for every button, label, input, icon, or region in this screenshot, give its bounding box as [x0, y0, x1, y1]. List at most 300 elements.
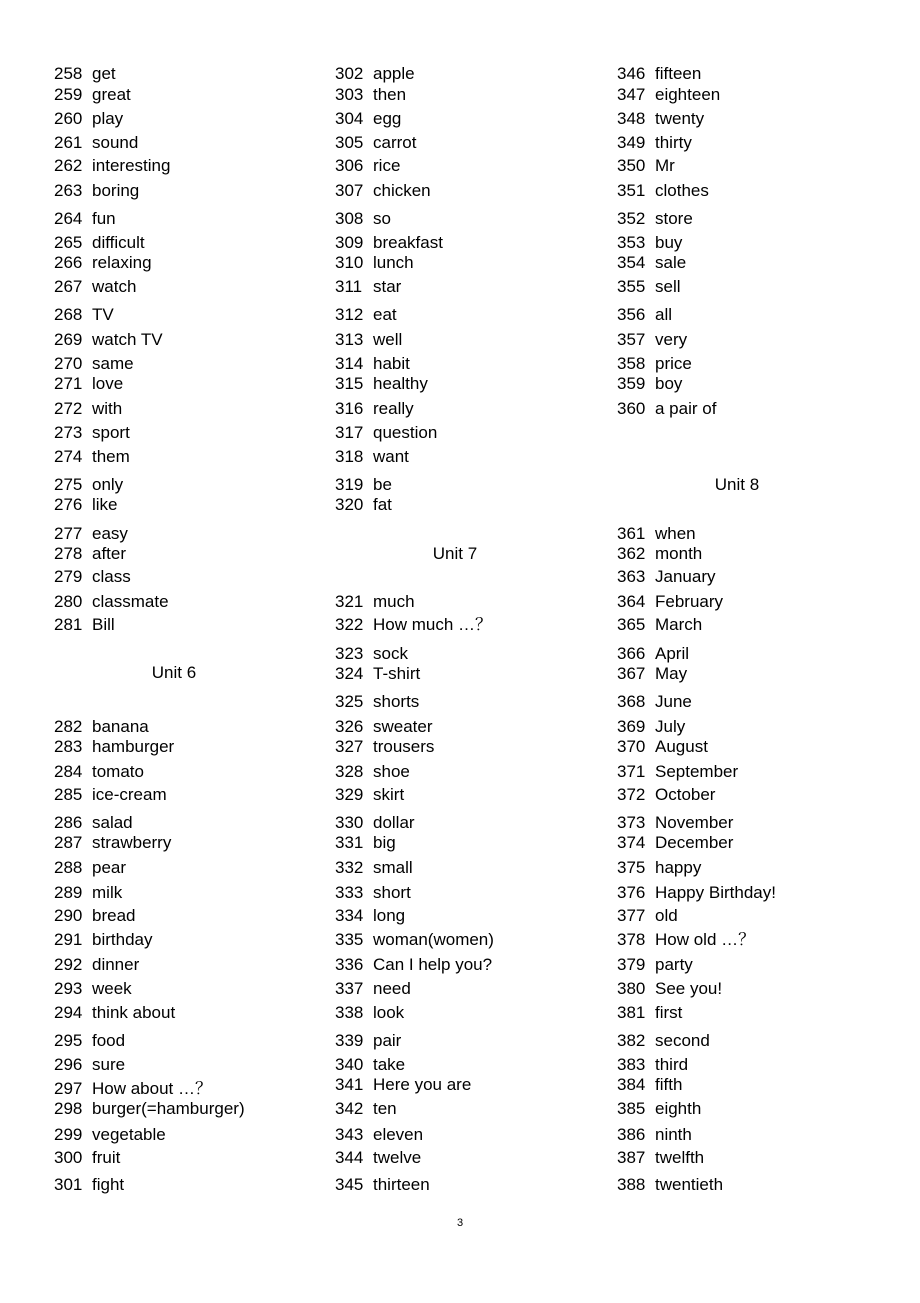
entry-word: buy: [655, 233, 683, 252]
vocab-entry: [335, 447, 409, 467]
vocab-entry: [54, 277, 136, 297]
entry-number: 367: [617, 664, 646, 683]
vocab-entry: [54, 85, 131, 105]
entry-number: 306: [335, 156, 364, 175]
entry-word: How much …？: [373, 615, 493, 634]
entry-number: 354: [617, 253, 646, 272]
entry-word: easy: [92, 524, 128, 543]
vocab-column-3: [617, 0, 897, 1303]
entry-number: 329: [335, 785, 364, 804]
entry-number: 356: [617, 305, 646, 324]
entry-word: fruit: [92, 1148, 121, 1167]
vocab-entry: [617, 253, 686, 273]
entry-number: 361: [617, 524, 646, 543]
entry-number: 275: [54, 475, 83, 494]
entry-number: 263: [54, 181, 83, 200]
entry-word: want: [373, 447, 409, 466]
entry-word: May: [655, 664, 688, 683]
vocab-entry: [54, 354, 134, 374]
entry-word: well: [373, 330, 403, 349]
entry-word: Happy Birthday!: [655, 883, 776, 902]
entry-word: thirty: [655, 133, 692, 152]
vocab-entry: [617, 544, 702, 564]
entry-number: 362: [617, 544, 646, 563]
entry-word: with: [92, 399, 123, 418]
entry-word: March: [655, 615, 703, 634]
entry-word: Can I help you?: [373, 955, 493, 974]
entry-word: eat: [373, 305, 397, 324]
vocab-entry: [54, 955, 139, 975]
vocab-entry: [335, 979, 411, 999]
entry-number: 273: [54, 423, 83, 442]
vocab-entry: [54, 399, 122, 419]
entry-number: 259: [54, 85, 83, 104]
entry-number: 265: [54, 233, 83, 252]
unit-heading: Unit 6: [151, 663, 197, 682]
entry-word: sale: [655, 253, 687, 272]
entry-number: 357: [617, 330, 646, 349]
entry-word: store: [655, 209, 693, 228]
entry-word: great: [92, 85, 131, 104]
entry-number: 258: [54, 64, 83, 83]
vocab-entry: [54, 858, 126, 878]
entry-number: 384: [617, 1075, 646, 1094]
entry-word: like: [92, 495, 118, 514]
entry-word: love: [92, 374, 124, 393]
entry-number: 267: [54, 277, 83, 296]
entry-number: 343: [335, 1125, 364, 1144]
vocab-entry: [335, 475, 392, 495]
vocab-entry: [617, 644, 689, 664]
entry-number: 260: [54, 109, 83, 128]
entry-number: 288: [54, 858, 83, 877]
entry-number: 345: [335, 1175, 364, 1194]
vocab-entry: [335, 955, 492, 975]
entry-number: 307: [335, 181, 364, 200]
page-number: 3: [456, 1217, 464, 1229]
vocab-entry: [617, 1031, 710, 1051]
vocab-entry: [617, 1075, 682, 1095]
vocab-entry: [335, 883, 411, 903]
vocab-entry: [54, 1175, 124, 1195]
entry-word: week: [92, 979, 132, 998]
entry-number: 372: [617, 785, 646, 804]
entry-number: 350: [617, 156, 646, 175]
entry-word: September: [655, 762, 739, 781]
entry-number: 347: [617, 85, 646, 104]
entry-word: Bill: [92, 615, 115, 634]
vocab-entry: [335, 133, 416, 153]
entry-number: 327: [335, 737, 364, 756]
entry-number: 308: [335, 209, 364, 228]
entry-word: skirt: [373, 785, 405, 804]
vocab-entry: [54, 524, 128, 544]
entry-word: fifteen: [655, 64, 702, 83]
entry-word: December: [655, 833, 734, 852]
entry-word: carrot: [373, 133, 417, 152]
entry-number: 324: [335, 664, 364, 683]
entry-number: 281: [54, 615, 83, 634]
vocab-entry: [54, 930, 152, 950]
entry-number: 342: [335, 1099, 364, 1118]
entry-word: February: [655, 592, 724, 611]
entry-word: boy: [655, 374, 683, 393]
entry-word: relaxing: [92, 253, 152, 272]
vocab-entry: [617, 181, 709, 201]
entry-number: 380: [617, 979, 646, 998]
entry-word: them: [92, 447, 130, 466]
entry-number: 366: [617, 644, 646, 663]
vocab-entry: [54, 785, 167, 805]
entry-word: price: [655, 354, 692, 373]
entry-number: 297: [54, 1079, 83, 1098]
vocab-entry: [617, 615, 702, 635]
vocab-entry: [617, 1099, 701, 1119]
entry-word: sound: [92, 133, 139, 152]
entry-number: 295: [54, 1031, 83, 1050]
vocab-entry: [54, 737, 174, 757]
entry-number: 261: [54, 133, 83, 152]
entry-word: Here you are: [373, 1075, 472, 1094]
entry-number: 303: [335, 85, 364, 104]
entry-word: sure: [92, 1055, 126, 1074]
entry-word: twenty: [655, 109, 705, 128]
entry-number: 277: [54, 524, 83, 543]
entry-number: 369: [617, 717, 646, 736]
entry-word: April: [655, 644, 690, 663]
vocab-entry: [617, 64, 701, 84]
entry-number: 360: [617, 399, 646, 418]
vocab-entry: [335, 737, 434, 757]
vocab-entry: [54, 1079, 212, 1099]
entry-word: sock: [373, 644, 408, 663]
vocab-entry: [617, 833, 733, 853]
vocab-entry: [54, 906, 135, 926]
vocab-entry: [54, 253, 152, 273]
entry-word: twentieth: [655, 1175, 724, 1194]
vocab-entry: [335, 305, 397, 325]
vocab-entry: [335, 906, 405, 926]
vocab-entry: [617, 930, 755, 950]
entry-word: hamburger: [92, 737, 175, 756]
vocab-entry: [54, 495, 118, 515]
vocab-entry: [617, 785, 715, 805]
entry-word: very: [655, 330, 688, 349]
entry-word: sport: [92, 423, 130, 442]
entry-number: 328: [335, 762, 364, 781]
vocab-entry: [54, 813, 133, 833]
entry-word: think about: [92, 1003, 176, 1022]
entry-number: 279: [54, 567, 83, 586]
unit-heading: Unit 8: [714, 475, 760, 494]
entry-number: 262: [54, 156, 83, 175]
vocab-entry: [54, 133, 138, 153]
entry-word: long: [373, 906, 406, 925]
entry-word: clothes: [655, 181, 709, 200]
entry-number: 337: [335, 979, 364, 998]
vocab-entry: [335, 1125, 423, 1145]
entry-number: 365: [617, 615, 646, 634]
vocab-entry: [617, 1003, 682, 1023]
vocab-entry: [54, 567, 131, 587]
vocab-entry: [54, 544, 126, 564]
vocab-entry: [54, 1148, 120, 1168]
entry-number: 310: [335, 253, 364, 272]
entry-word: habit: [373, 354, 410, 373]
vocab-entry: [54, 374, 123, 394]
entry-word: fun: [92, 209, 116, 228]
vocab-entry: [335, 1075, 471, 1095]
entry-number: 296: [54, 1055, 83, 1074]
entry-number: 381: [617, 1003, 646, 1022]
entry-word: Mr: [655, 156, 675, 175]
vocab-entry: [335, 1003, 404, 1023]
vocab-entry: [617, 906, 678, 926]
vocab-entry: [617, 979, 722, 999]
vocab-entry: [335, 833, 396, 853]
entry-number: 351: [617, 181, 646, 200]
vocab-entry: [335, 644, 408, 664]
vocab-entry: [54, 447, 130, 467]
entry-word: chicken: [373, 181, 431, 200]
vocab-entry: [335, 399, 414, 419]
entry-word: tomato: [92, 762, 144, 781]
entry-word: July: [655, 717, 686, 736]
entry-word: ten: [373, 1099, 397, 1118]
vocab-entry: [617, 233, 682, 253]
entry-word: salad: [92, 813, 133, 832]
entry-number: 322: [335, 615, 364, 634]
entry-word: watch TV: [92, 330, 163, 349]
entry-word: a pair of: [655, 399, 717, 418]
entry-number: 371: [617, 762, 646, 781]
entry-word: strawberry: [92, 833, 172, 852]
entry-number: 349: [617, 133, 646, 152]
entry-word: difficult: [92, 233, 145, 252]
vocab-entry: [335, 109, 401, 129]
entry-number: 386: [617, 1125, 646, 1144]
entry-number: 289: [54, 883, 83, 902]
entry-word: thirteen: [373, 1175, 430, 1194]
entry-word: watch: [92, 277, 137, 296]
vocab-entry: [335, 1148, 421, 1168]
vocab-entry: [335, 495, 392, 515]
entry-word: birthday: [92, 930, 153, 949]
entry-number: 368: [617, 692, 646, 711]
entry-number: 325: [335, 692, 364, 711]
entry-number: 339: [335, 1031, 364, 1050]
entry-number: 363: [617, 567, 646, 586]
entry-word: eleven: [373, 1125, 424, 1144]
entry-number: 270: [54, 354, 83, 373]
entry-word: need: [373, 979, 411, 998]
vocab-entry: [335, 615, 492, 635]
entry-word: interesting: [92, 156, 171, 175]
entry-word: T-shirt: [373, 664, 421, 683]
vocab-entry: [617, 133, 692, 153]
entry-number: 298: [54, 1099, 83, 1118]
entry-word: fat: [373, 495, 392, 514]
vocab-entry: [54, 883, 122, 903]
entry-number: 340: [335, 1055, 364, 1074]
entry-word: October: [655, 785, 716, 804]
vocab-entry: [617, 85, 720, 105]
entry-number: 272: [54, 399, 83, 418]
vocab-entry: [54, 1099, 245, 1119]
entry-word: dinner: [92, 955, 140, 974]
entry-number: 280: [54, 592, 83, 611]
entry-word: get: [92, 64, 116, 83]
entry-number: 269: [54, 330, 83, 349]
entry-word: eighth: [655, 1099, 702, 1118]
entry-word: month: [655, 544, 703, 563]
entry-number: 317: [335, 423, 364, 442]
vocab-entry: [54, 305, 114, 325]
entry-number: 320: [335, 495, 364, 514]
entry-word: pear: [92, 858, 127, 877]
entry-word: when: [655, 524, 696, 543]
entry-number: 334: [335, 906, 364, 925]
entry-number: 348: [617, 109, 646, 128]
vocab-entry: [54, 833, 171, 853]
entry-word: then: [373, 85, 407, 104]
entry-number: 264: [54, 209, 83, 228]
vocab-entry: [617, 858, 701, 878]
entry-number: 352: [617, 209, 646, 228]
vocab-entry: [335, 181, 431, 201]
entry-number: 377: [617, 906, 646, 925]
entry-number: 387: [617, 1148, 646, 1167]
entry-word: rice: [373, 156, 401, 175]
entry-word: vegetable: [92, 1125, 166, 1144]
vocab-entry: [617, 330, 687, 350]
entry-number: 358: [617, 354, 646, 373]
entry-number: 292: [54, 955, 83, 974]
entry-word: fight: [92, 1175, 125, 1194]
entry-word: only: [92, 475, 124, 494]
entry-word: play: [92, 109, 124, 128]
vocab-entry: [54, 109, 123, 129]
entry-word: How old …？: [655, 930, 756, 949]
entry-word: classmate: [92, 592, 169, 611]
entry-number: 294: [54, 1003, 83, 1022]
unit-heading: Unit 7: [432, 544, 478, 563]
vocab-entry: [335, 330, 402, 350]
entry-word: bread: [92, 906, 136, 925]
entry-word: boring: [92, 181, 140, 200]
vocab-column-1: [54, 0, 334, 1303]
entry-word: eighteen: [655, 85, 721, 104]
vocab-entry: [617, 955, 693, 975]
entry-number: 309: [335, 233, 364, 252]
entry-word: pair: [373, 1031, 402, 1050]
entry-word: twelve: [373, 1148, 422, 1167]
vocab-entry: [335, 1175, 430, 1195]
vocab-entry: [335, 374, 428, 394]
entry-word: January: [655, 567, 716, 586]
entry-word: big: [373, 833, 396, 852]
entry-word: class: [92, 567, 131, 586]
entry-number: 315: [335, 374, 364, 393]
entry-word: egg: [373, 109, 402, 128]
entry-word: be: [373, 475, 392, 494]
vocab-entry: [617, 374, 682, 394]
entry-word: much: [373, 592, 415, 611]
vocab-entry: [617, 737, 708, 757]
vocab-entry: [54, 233, 145, 253]
entry-word: after: [92, 544, 127, 563]
vocab-entry: [54, 762, 144, 782]
entry-number: 326: [335, 717, 364, 736]
entry-number: 300: [54, 1148, 83, 1167]
entry-number: 355: [617, 277, 646, 296]
entry-number: 284: [54, 762, 83, 781]
entry-number: 293: [54, 979, 83, 998]
vocab-entry: [335, 64, 415, 84]
entry-word: first: [655, 1003, 683, 1022]
entry-number: 379: [617, 955, 646, 974]
entry-number: 374: [617, 833, 646, 852]
entry-number: 321: [335, 592, 364, 611]
vocab-entry: [335, 785, 404, 805]
vocab-entry: [617, 813, 733, 833]
vocab-entry: [54, 423, 130, 443]
entry-word: really: [373, 399, 414, 418]
entry-word: fifth: [655, 1075, 683, 1094]
vocab-entry: [617, 664, 687, 684]
entry-number: 316: [335, 399, 364, 418]
vocab-entry: [617, 762, 738, 782]
entry-number: 336: [335, 955, 364, 974]
vocab-entry: [335, 1099, 397, 1119]
entry-number: 364: [617, 592, 646, 611]
entry-number: 378: [617, 930, 646, 949]
entry-word: take: [373, 1055, 406, 1074]
vocab-entry: [54, 1003, 175, 1023]
entry-word: all: [655, 305, 673, 324]
vocab-entry: [335, 354, 410, 374]
vocab-entry: [617, 1148, 704, 1168]
vocab-entry: [617, 1175, 723, 1195]
entry-number: 278: [54, 544, 83, 563]
entry-number: 314: [335, 354, 364, 373]
vocab-entry: [54, 1031, 125, 1051]
entry-number: 302: [335, 64, 364, 83]
vocab-entry: [617, 277, 681, 297]
vocab-entry: [617, 399, 716, 419]
entry-number: 353: [617, 233, 646, 252]
entry-number: 382: [617, 1031, 646, 1050]
vocab-entry: [335, 1055, 405, 1075]
entry-number: 286: [54, 813, 83, 832]
vocab-entry: [617, 209, 693, 229]
entry-word: sell: [655, 277, 681, 296]
entry-number: 331: [335, 833, 364, 852]
entry-number: 388: [617, 1175, 646, 1194]
entry-number: 318: [335, 447, 364, 466]
vocab-entry: [54, 1055, 125, 1075]
entry-word: dollar: [373, 813, 415, 832]
entry-number: 290: [54, 906, 83, 925]
vocab-entry: [617, 305, 672, 325]
vocab-entry: [617, 524, 696, 544]
entry-word: second: [655, 1031, 710, 1050]
entry-number: 287: [54, 833, 83, 852]
entry-word: third: [655, 1055, 689, 1074]
vocab-entry: [617, 156, 675, 176]
entry-number: 285: [54, 785, 83, 804]
vocab-entry: [54, 592, 169, 612]
